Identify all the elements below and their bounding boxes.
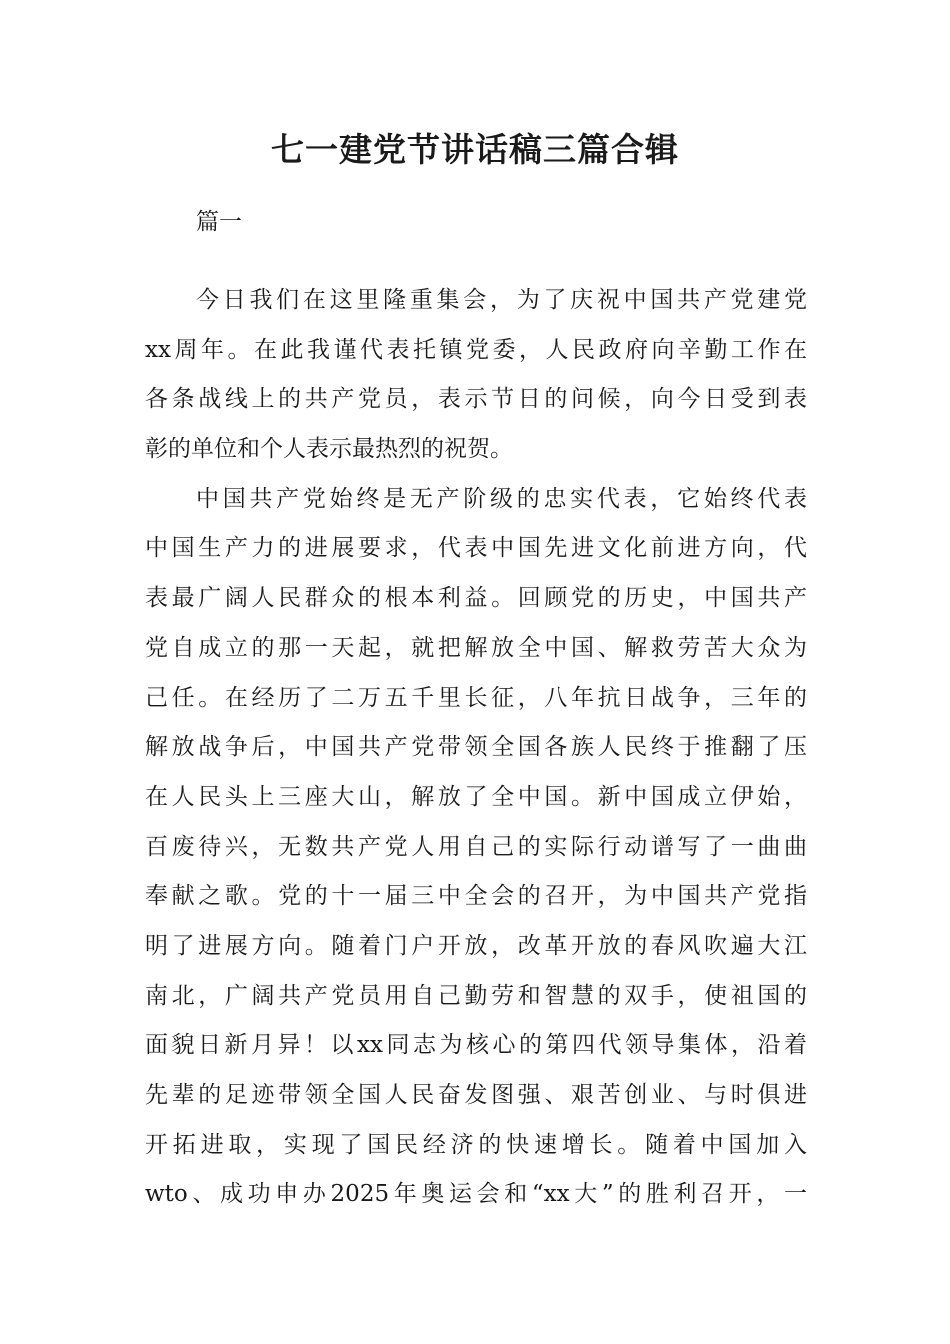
text-line: 己任。在经历了二万五千里长征，八年抗日战争，三年的 bbox=[145, 684, 807, 711]
text-line: 中国生产力的进展要求，代表中国先进文化前进方向，代 bbox=[145, 535, 807, 562]
section-heading: 篇一 bbox=[196, 209, 242, 235]
text-line: 百废待兴，无数共产党人用自己的实际行动谱写了一曲曲 bbox=[145, 833, 807, 860]
text-line: 明了进展方向。随着门户开放，改革开放的春风吹遍大江 bbox=[145, 932, 807, 959]
text-line: 南北，广阔共产党员用自己勤劳和智慧的双手，使祖国的 bbox=[145, 982, 807, 1009]
text-line: wto、成功申办2025年奥运会和“xx大”的胜利召开，一 bbox=[145, 1181, 807, 1208]
text-line: 中国共产党始终是无产阶级的忠实代表，它始终代表 bbox=[196, 485, 807, 512]
document-title: 七一建党节讲话稿三篇合辑 bbox=[271, 130, 679, 169]
text-line: 面貌日新月异！以xx同志为核心的第四代领导集体，沿着 bbox=[145, 1032, 807, 1059]
text-line: 各条战线上的共产党员，表示节日的问候，向今日受到表 bbox=[145, 386, 807, 413]
text-line: 在人民头上三座大山，解放了全中国。新中国成立伊始， bbox=[145, 783, 807, 810]
body-text bbox=[145, 284, 807, 1228]
text-line: 彰的单位和个人表示最热烈的祝贺。 bbox=[145, 436, 513, 463]
text-line: 开拓进取，实现了国民经济的快速增长。随着中国加入 bbox=[145, 1131, 807, 1158]
text-line: xx周年。在此我谨代表托镇党委，人民政府向辛勤工作在 bbox=[145, 336, 807, 363]
text-line: 解放战争后，中国共产党带领全国各族人民终于推翻了压 bbox=[145, 734, 807, 761]
text-line: 今日我们在这里隆重集会，为了庆祝中国共产党建党 bbox=[196, 287, 807, 313]
text-line: 表最广阔人民群众的根本利益。回顾党的历史，中国共产 bbox=[145, 585, 807, 612]
text-line: 奉献之歌。党的十一届三中全会的召开，为中国共产党指 bbox=[145, 883, 807, 910]
text-line: 党自成立的那一天起，就把解放全中国、解救劳苦大众为 bbox=[145, 634, 807, 661]
text-line: 先辈的足迹带领全国人民奋发图强、艰苦创业、与时俱进 bbox=[145, 1082, 807, 1108]
